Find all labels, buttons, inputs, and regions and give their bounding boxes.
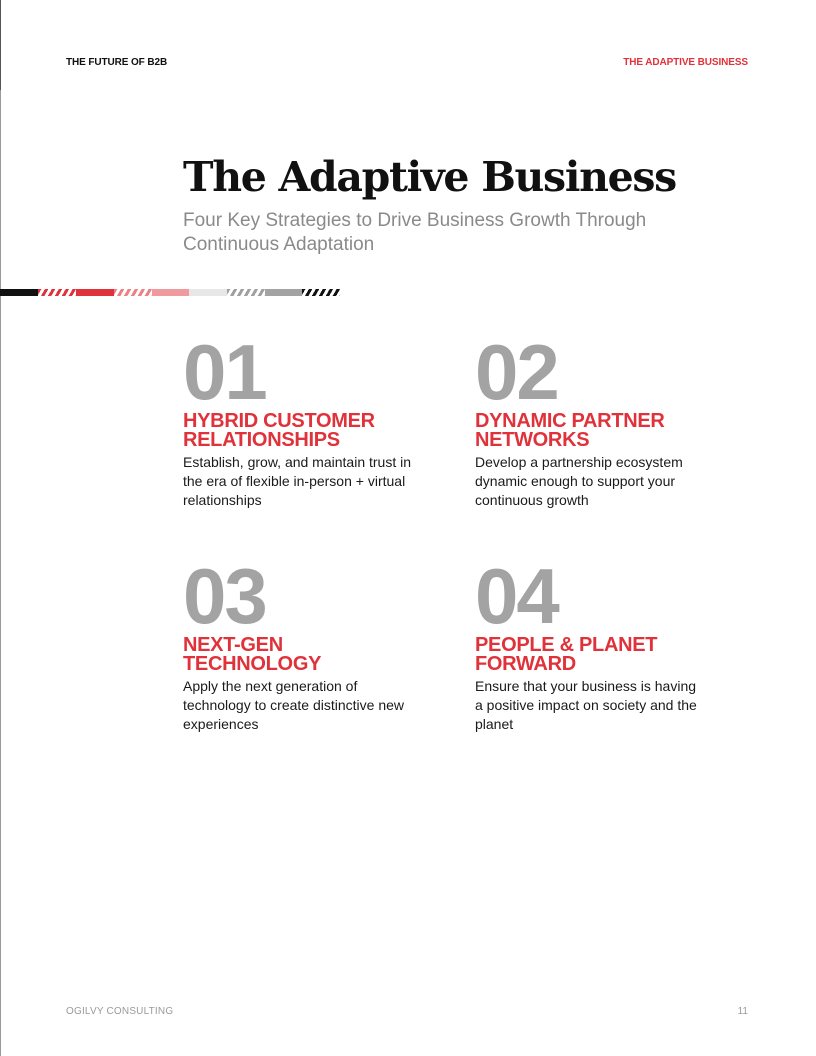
stripe-segment-black — [0, 289, 38, 296]
stripe-segment-gray — [265, 289, 302, 296]
strategy-description: Develop a partnership ecosystem dynamic enough to support your continuous growth — [475, 454, 683, 508]
footer-brand: OGILVY CONSULTING — [66, 1006, 174, 1017]
stripe-segment-red — [76, 289, 114, 296]
strategy-card-02 — [475, 328, 715, 510]
strategy-number: 03 — [183, 552, 266, 640]
stripe-segment-gray-hatched — [227, 289, 265, 296]
strategy-description: Ensure that your business is having a positive impact on society and the planet — [475, 678, 697, 732]
page-subtitle: Four Key Strategies to Drive Business Growth Through Continuous Adaptation — [183, 210, 647, 255]
strategy-heading: NEXT-GEN TECHNOLOGY — [183, 634, 322, 675]
running-header-left: THE FUTURE OF B2B — [66, 57, 168, 68]
strategy-heading: HYBRID CUSTOMER RELATIONSHIPS — [183, 410, 375, 451]
strategy-description: Establish, grow, and maintain trust in the era of flexible in-person + virtual relationships — [183, 454, 412, 508]
stripe-segment-pink — [152, 289, 189, 296]
strategy-card-03 — [183, 552, 423, 734]
strategy-card-04 — [475, 552, 715, 734]
strategy-number: 02 — [475, 328, 558, 416]
page-number: 11 — [737, 1006, 748, 1017]
stripe-segment-red-hatched — [38, 289, 76, 296]
strategy-number: 04 — [475, 552, 558, 640]
page-edge-rule-top — [0, 0, 1, 90]
strategy-heading: DYNAMIC PARTNER NETWORKS — [475, 410, 665, 451]
strategy-heading: PEOPLE & PLANET FORWARD — [475, 634, 658, 675]
strategy-description: Apply the next generation of technology to create distinctive new experiences — [183, 678, 405, 732]
decorative-stripe-bar — [0, 289, 340, 296]
strategy-number: 01 — [183, 328, 266, 416]
running-header-right: THE ADAPTIVE BUSINESS — [623, 57, 748, 68]
stripe-segment-black-hatched — [302, 289, 340, 296]
stripe-segment-pink-hatched — [114, 289, 152, 296]
stripe-segment-light-gray — [189, 289, 227, 296]
page-edge-rule — [0, 0, 1, 1056]
page-title: The Adaptive Business — [183, 153, 676, 201]
strategy-card-01 — [183, 328, 423, 510]
